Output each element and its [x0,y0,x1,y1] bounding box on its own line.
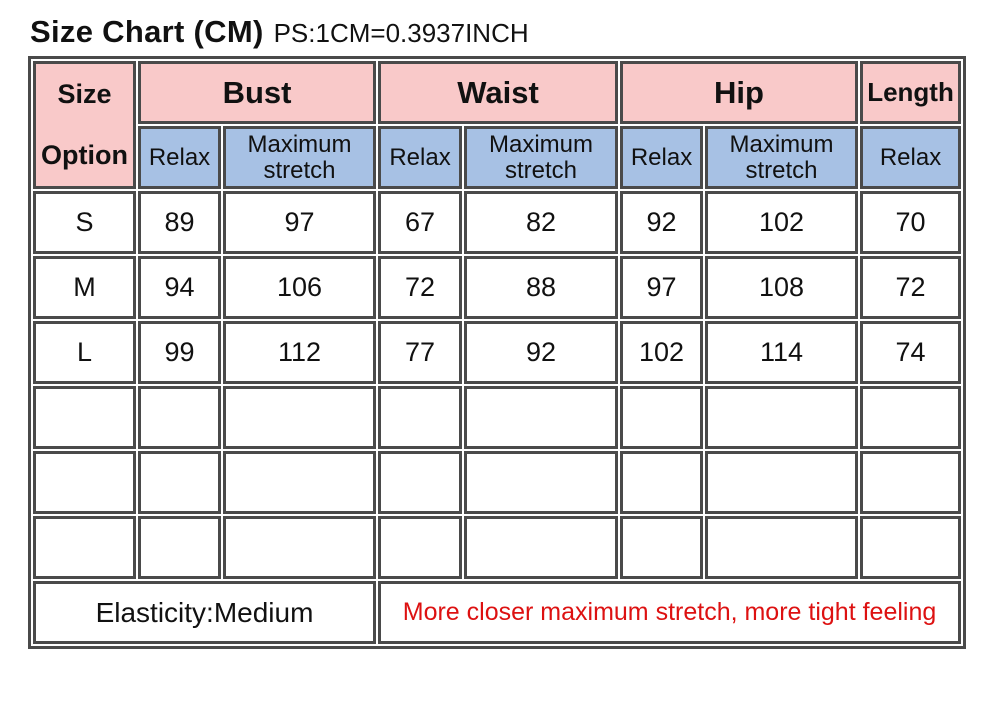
value-cell-hip-max: 108 [705,256,858,319]
table-row-size-l [33,321,961,384]
value-cell-length-relax: 74 [860,321,961,384]
table-row-size-s [33,191,961,254]
value-cell-bust-relax: 99 [138,321,221,384]
value-cell-bust-max: 97 [223,191,376,254]
elasticity-cell: Elasticity:Medium [33,581,376,644]
empty-cell [378,451,462,514]
value-cell-waist-relax: 72 [378,256,462,319]
length-relax-header: Relax [860,126,961,189]
empty-cell [223,451,376,514]
empty-row [33,451,961,514]
empty-rows [33,386,961,579]
empty-cell [138,516,221,579]
empty-cell [33,516,136,579]
empty-cell [620,386,703,449]
empty-cell [138,451,221,514]
empty-cell [464,451,618,514]
page-title-main: Size Chart (CM) [30,14,264,49]
empty-cell [860,451,961,514]
hip-max-stretch-header: Maximum stretch [705,126,858,189]
waist-relax-header: Relax [378,126,462,189]
size-option-header-line2: Option [41,140,128,170]
value-cell-hip-relax: 92 [620,191,703,254]
empty-row [33,516,961,579]
empty-cell [33,386,136,449]
value-cell-bust-max: 112 [223,321,376,384]
empty-cell [378,386,462,449]
bust-max-stretch-header: Maximum stretch [223,126,376,189]
size-chart-table [28,56,966,649]
empty-cell [464,516,618,579]
value-cell-hip-max: 114 [705,321,858,384]
empty-cell [860,386,961,449]
empty-cell [378,516,462,579]
size-option-header-line1: Size [57,79,112,109]
value-cell-waist-max: 82 [464,191,618,254]
waist-max-stretch-header: Maximum stretch [464,126,618,189]
empty-cell [223,386,376,449]
empty-cell [620,451,703,514]
value-cell-length-relax: 72 [860,256,961,319]
value-cell-hip-max: 102 [705,191,858,254]
value-cell-waist-max: 92 [464,321,618,384]
size-cell: L [33,321,136,384]
value-cell-waist-relax: 77 [378,321,462,384]
bust-header: Bust [138,61,376,124]
value-cell-hip-relax: 102 [620,321,703,384]
value-cell-length-relax: 70 [860,191,961,254]
header-rows [33,61,961,189]
page-title [30,14,1000,50]
empty-cell [620,516,703,579]
table-row-size-m [33,256,961,319]
value-cell-bust-max: 106 [223,256,376,319]
value-cell-waist-max: 88 [464,256,618,319]
empty-cell [138,386,221,449]
size-option-header [33,61,136,189]
value-cell-hip-relax: 97 [620,256,703,319]
empty-cell [705,386,858,449]
waist-header: Waist [378,61,618,124]
size-option-header-stack [36,64,133,186]
footer-rows [33,581,961,644]
footer-row [33,581,961,644]
size-cell: S [33,191,136,254]
value-cell-bust-relax: 94 [138,256,221,319]
stretch-note-cell: More closer maximum stretch, more tight feeling [378,581,961,644]
value-cell-waist-relax: 67 [378,191,462,254]
empty-row [33,386,961,449]
data-rows [33,191,961,384]
empty-cell [464,386,618,449]
empty-cell [860,516,961,579]
empty-cell [705,451,858,514]
value-cell-bust-relax: 89 [138,191,221,254]
cm-inch-conversion-note: PS:1CM=0.3937INCH [273,18,529,48]
hip-header: Hip [620,61,858,124]
length-header: Length [860,61,961,124]
empty-cell [705,516,858,579]
header-sub-row [33,126,961,189]
hip-relax-header: Relax [620,126,703,189]
empty-cell [223,516,376,579]
bust-relax-header: Relax [138,126,221,189]
header-group-row [33,61,961,124]
empty-cell [33,451,136,514]
size-cell: M [33,256,136,319]
